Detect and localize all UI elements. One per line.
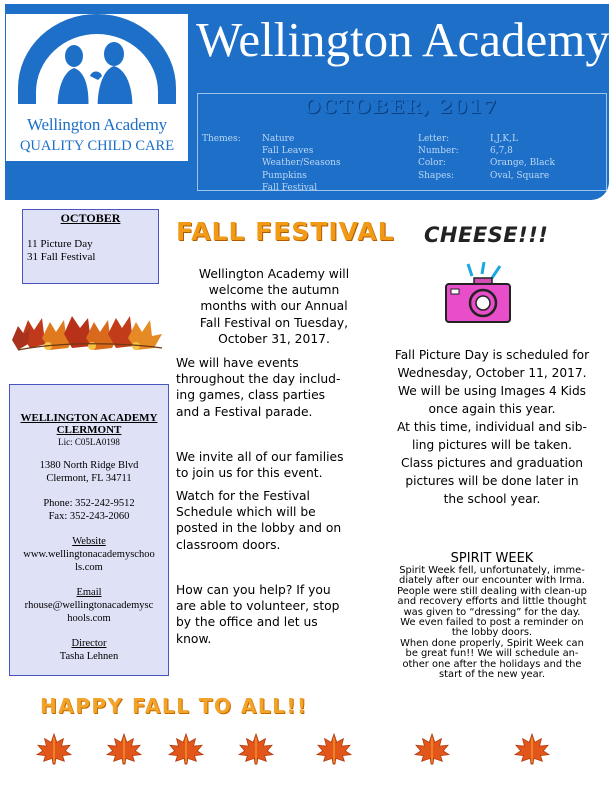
website-line: ls.com: [75, 562, 103, 573]
text-line: Schedule which will be: [176, 505, 316, 520]
maple-leaf-icon: [104, 732, 144, 766]
maple-leaf-icon: [314, 732, 354, 766]
text-line: and a Festival parade.: [176, 404, 313, 419]
email-line: rhouse@wellingtonacademysc: [24, 600, 154, 611]
fall-festival-title: FALL FESTIVAL: [176, 217, 395, 246]
text-line: We invite all of our families: [176, 450, 344, 464]
happy-fall-banner: HAPPY FALL TO ALL!!: [40, 694, 308, 718]
text-line: the school year.: [443, 492, 541, 506]
festival-intro: [176, 266, 372, 347]
text-line: We even failed to post a reminder on: [400, 617, 584, 629]
phone-number: Phone: 352-242-9512: [43, 498, 135, 509]
shapes-value: Oval, Square: [490, 170, 550, 181]
maple-leaf-icon: [512, 732, 552, 766]
text-line: Fall Picture Day is scheduled for: [394, 348, 590, 362]
maple-leaf-icon: [236, 732, 276, 766]
email-line: hools.com: [67, 613, 111, 624]
number-label: Number:: [418, 146, 459, 157]
address-line-1: 1380 North Ridge Blvd: [39, 460, 139, 471]
text-line: We will be using Images 4 Kids: [397, 384, 587, 398]
text-line: and recovery efforts and little thought: [397, 596, 587, 608]
text-line: other one after the holidays and the: [402, 658, 582, 670]
text-line: Spirit Week fell, unfortunately, imme-: [399, 565, 585, 576]
letter-value: I,J,K,L: [490, 134, 518, 144]
text-line: Wellington Academy will: [198, 267, 350, 281]
text-line: posted in the lobby and on: [176, 521, 342, 536]
director-name: Tasha Lehnen: [59, 651, 119, 662]
text-line: the lobby doors.: [451, 627, 533, 639]
text-line: be great fun!! We will schedule an-: [405, 648, 579, 660]
text-line: are able to volunteer, stop: [176, 599, 340, 614]
text-line: Watch for the Festival: [176, 489, 310, 503]
text-line: ling pictures will be taken.: [412, 438, 572, 452]
text-line: was given to “dressing” for the day.: [403, 606, 581, 618]
license-number: Lic: C05LA0198: [58, 437, 120, 447]
themes-label: Themes:: [202, 134, 241, 144]
theme-item: Fall Leaves: [262, 146, 314, 157]
email-label: Email: [76, 587, 102, 598]
text-line: How can you help? If you: [176, 583, 331, 597]
text-line: People were still dealing with clean-up: [397, 585, 587, 597]
calendar-title: OCTOBER: [60, 211, 121, 225]
fax-number: Fax: 352-243-2060: [48, 511, 130, 522]
letter-label: Letter:: [418, 134, 450, 144]
calendar-item: 31 Fall Festival: [27, 251, 96, 263]
calendar-item: 11 Picture Day: [27, 238, 93, 250]
maple-leaf-icon: [166, 732, 206, 766]
text-line: ing games, class parties: [176, 388, 326, 403]
text-line: classroom doors.: [176, 537, 281, 552]
themes-list: [262, 133, 341, 194]
text-line: start of the new year.: [439, 669, 545, 681]
festival-paragraph-events: [176, 355, 372, 420]
newsletter-title: Wellington Academy: [196, 12, 610, 67]
theme-item: Weather/Seasons: [262, 158, 341, 169]
text-line: Wednesday, October 11, 2017.: [397, 366, 587, 380]
shapes-label: Shapes:: [418, 170, 455, 181]
website-line: www.wellingtonacademyschoo: [23, 549, 155, 560]
text-line: know.: [176, 631, 212, 646]
festival-paragraph-volunteer: [176, 582, 372, 647]
spirit-week-title: SPIRIT WEEK: [450, 551, 534, 566]
text-line: We will have events: [176, 356, 299, 370]
logo-name: Wellington Academy: [27, 115, 167, 134]
cheese-title: CHEESE!!!: [424, 223, 549, 247]
spirit-week-text: [374, 566, 610, 680]
director-label: Director: [71, 638, 107, 649]
picture-day-text: [372, 346, 612, 508]
text-line: When done properly, Spirit Week can: [400, 637, 584, 649]
concept-labels: [418, 133, 459, 182]
color-label: Color:: [418, 158, 446, 169]
theme-item: Fall Festival: [262, 182, 318, 193]
email-link[interactable]: [10, 599, 168, 625]
text-line: October 31, 2017.: [218, 331, 330, 346]
text-line: Class pictures and graduation: [400, 456, 584, 470]
text-line: to join us for this event.: [176, 466, 323, 481]
text-line: Fall Festival on Tuesday,: [199, 315, 349, 330]
text-line: throughout the day includ-: [176, 372, 341, 387]
festival-paragraph-schedule: [176, 488, 372, 553]
logo: [6, 14, 188, 116]
camera-icon: [442, 262, 514, 326]
month-title: OCTOBER, 2017: [303, 96, 499, 118]
school-name: WELLINGTON ACADEMY CLERMONT: [20, 412, 158, 436]
theme-item: Pumpkins: [262, 170, 307, 181]
website-label: Website: [72, 536, 106, 547]
text-line: once again this year.: [428, 402, 556, 416]
text-line: pictures will be done later in: [405, 474, 579, 488]
leaf-garland-icon: [8, 306, 166, 364]
address-line-2: Clermont, FL 34711: [46, 473, 132, 484]
website-link[interactable]: [10, 548, 168, 574]
text-line: by the office and let us: [176, 615, 318, 630]
festival-paragraph-invite: [176, 449, 372, 481]
theme-item: Nature: [262, 134, 295, 144]
number-value: 6,7,8: [490, 146, 513, 157]
logo-tagline: QUALITY CHILD CARE: [19, 138, 175, 154]
text-line: diately after our encounter with Irma.: [399, 575, 585, 587]
maple-leaf-icon: [34, 732, 74, 766]
text-line: months with our Annual: [200, 299, 348, 314]
concept-values: [490, 133, 555, 182]
text-line: welcome the autumn: [208, 283, 340, 298]
color-value: Orange, Black: [490, 158, 556, 169]
text-line: At this time, individual and sib-: [397, 420, 587, 434]
maple-leaf-icon: [412, 732, 452, 766]
